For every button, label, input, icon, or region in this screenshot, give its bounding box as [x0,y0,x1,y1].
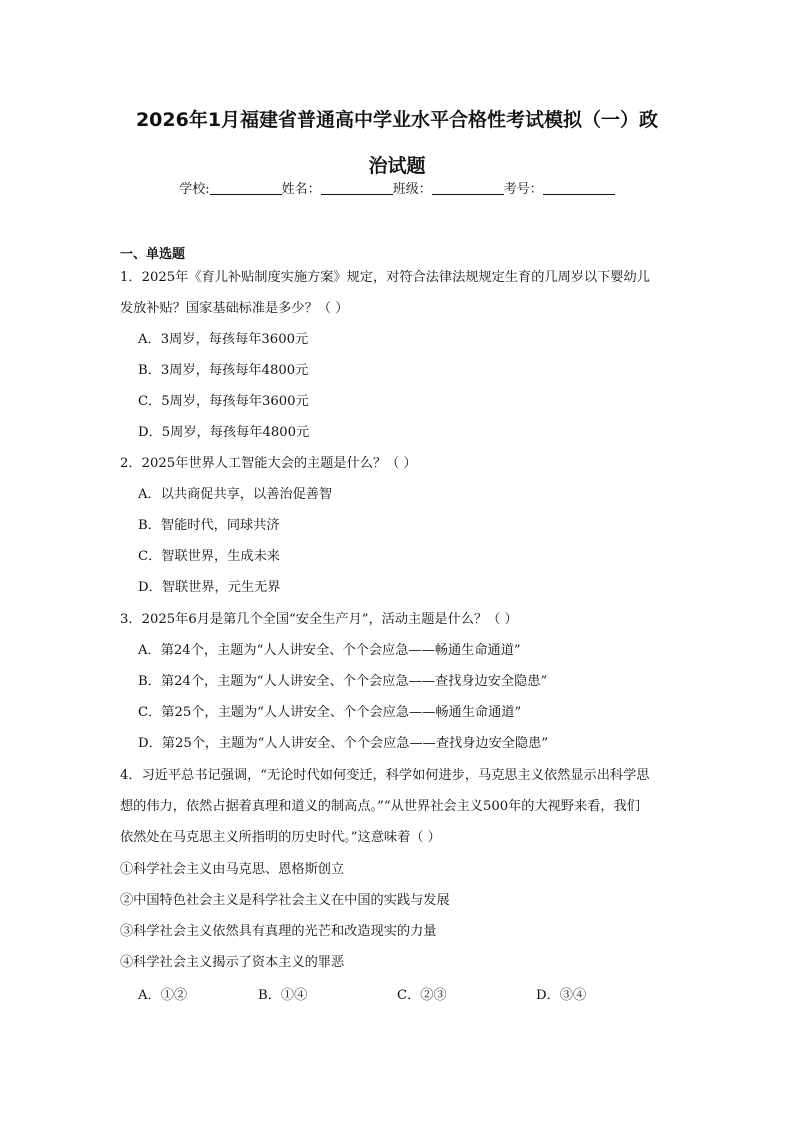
class-label: 班级： [392,182,432,197]
question-4-option-a[interactable]: A．①② [138,988,188,1003]
name-field[interactable] [321,180,393,195]
section-title: 一、单选题 [120,247,186,262]
id-field[interactable] [543,180,615,195]
question-4-statement-3: ③科学社会主义依然具有真理的光芒和改造现实的力量 [120,924,437,939]
title-line-1: 2026年1月福建省普通高中学业水平合格性考试模拟（一）政 [135,109,659,131]
question-4-statement-4: ④科学社会主义揭示了资本主义的罪恶 [120,955,345,970]
question-1-option-c[interactable]: C．5周岁，每孩每年3600元 [138,394,309,409]
question-4-stem-line-1: 4．习近平总书记强调，“无论时代如何变迁，科学如何进步，马克思主义依然显示出科学思 [120,768,650,783]
question-4-stem-line-3: 依然处在马克思主义所指明的历史时代。”这意味着（ ） [120,830,441,845]
question-4-option-b[interactable]: B．①④ [258,988,308,1003]
name-label: 姓名： [281,182,321,197]
question-3-option-a[interactable]: A．第24个，主题为“人人讲安全、个个会应急——畅通生命通道” [138,643,521,658]
question-4-statement-2: ②中国特色社会主义是科学社会主义在中国的实践与发展 [120,893,450,908]
question-1-stem-line-1: 1．2025年《育儿补贴制度实施方案》规定，对符合法律法规规定生育的几周岁以下婴幼儿 [120,270,650,285]
question-4-statement-1: ①科学社会主义由马克思、恩格斯创立 [120,862,345,877]
question-4-option-c[interactable]: C．②③ [397,988,447,1003]
question-3-option-b[interactable]: B．第24个，主题为“人人讲安全、个个会应急——查找身边安全隐患” [138,674,548,689]
student-info-line [0,180,794,200]
question-1-option-a[interactable]: A．3周岁，每孩每年3600元 [138,332,309,347]
question-2-option-a[interactable]: A．以共商促共享，以善治促善智 [138,487,333,502]
exam-title [110,97,684,189]
question-2-stem: 2．2025年世界人工智能大会的主题是什么？（ ） [120,456,417,471]
id-label: 考号： [503,182,543,197]
school-field[interactable] [210,180,282,195]
question-1-option-b[interactable]: B．3周岁，每孩每年4800元 [138,363,309,378]
class-field[interactable] [432,180,504,195]
question-1-stem-line-2: 发放补贴？国家基础标准是多少？（ ） [120,301,349,316]
question-2-option-d[interactable]: D．智联世界，元生无界 [138,580,281,595]
title-line-2: 治试题 [368,155,426,177]
school-label: 学校: [179,182,210,197]
question-3-stem: 3．2025年6月是第几个全国“安全生产月”，活动主题是什么？（ ） [120,612,518,627]
question-2-option-b[interactable]: B．智能时代，同球共济 [138,518,280,533]
question-1-option-d[interactable]: D．5周岁，每孩每年4800元 [138,425,310,440]
question-4-option-d[interactable]: D．③④ [536,988,587,1003]
question-3-option-c[interactable]: C．第25个，主题为“人人讲安全、个个会应急——畅通生命通道” [138,705,522,720]
question-2-option-c[interactable]: C．智联世界，生成未来 [138,549,280,564]
question-3-option-d[interactable]: D．第25个，主题为“人人讲安全、个个会应急——查找身边安全隐患” [138,736,549,751]
question-4-stem-line-2: 想的伟力，依然占据着真理和道义的制高点。”“从世界社会主义500年的大视野来看，我们 [120,799,640,814]
